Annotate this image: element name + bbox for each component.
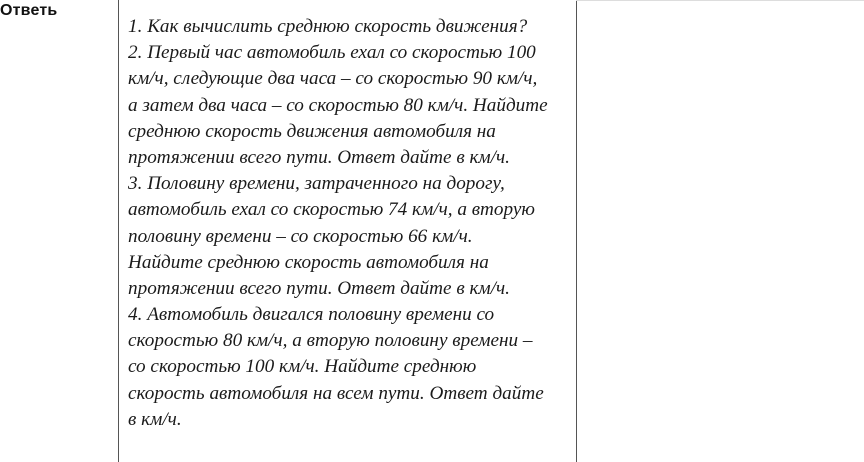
- question-line: 1. Как вычислить среднюю скорость движения?: [128, 16, 528, 37]
- question-line: автомобиль ехал со скоростью 74 км/ч, а вторую: [128, 199, 535, 221]
- table-top-border: [576, 0, 864, 1]
- question-line: 3. Половину времени, затраченного на дорогу,: [128, 173, 505, 195]
- question-line: протяжении всего пути. Ответ дайте в км/ч.: [128, 277, 510, 299]
- question-line: скорость автомобиля на всем пути. Ответ дайте: [128, 382, 544, 404]
- question-line: со скоростью 100 км/ч. Найдите среднюю: [128, 356, 477, 378]
- answer-label: Ответь: [0, 2, 58, 19]
- question-line: Найдите среднюю скорость автомобиля на: [128, 251, 489, 273]
- question-line: 2. Первый час автомобиль ехал со скоростью 100: [128, 42, 536, 64]
- table-divider-left: [118, 0, 119, 462]
- question-line: а затем два часа – со скоростью 80 км/ч. Найдите: [128, 94, 548, 116]
- question-line: скоростью 80 км/ч, а вторую половину времени –: [128, 330, 533, 352]
- question-text-block: [128, 14, 574, 433]
- question-line: км/ч, следующие два часа – со скоростью 90 км/ч,: [128, 68, 538, 90]
- question-line: 4. Автомобиль двигался половину времени со: [128, 304, 495, 326]
- question-line: в км/ч.: [128, 408, 182, 430]
- question-line: половину времени – со скоростью 66 км/ч.: [128, 225, 473, 247]
- question-line: протяжении всего пути. Ответ дайте в км/ч.: [128, 146, 510, 168]
- table-divider-right: [576, 0, 577, 462]
- question-line: среднюю скорость движения автомобиля на: [128, 120, 496, 142]
